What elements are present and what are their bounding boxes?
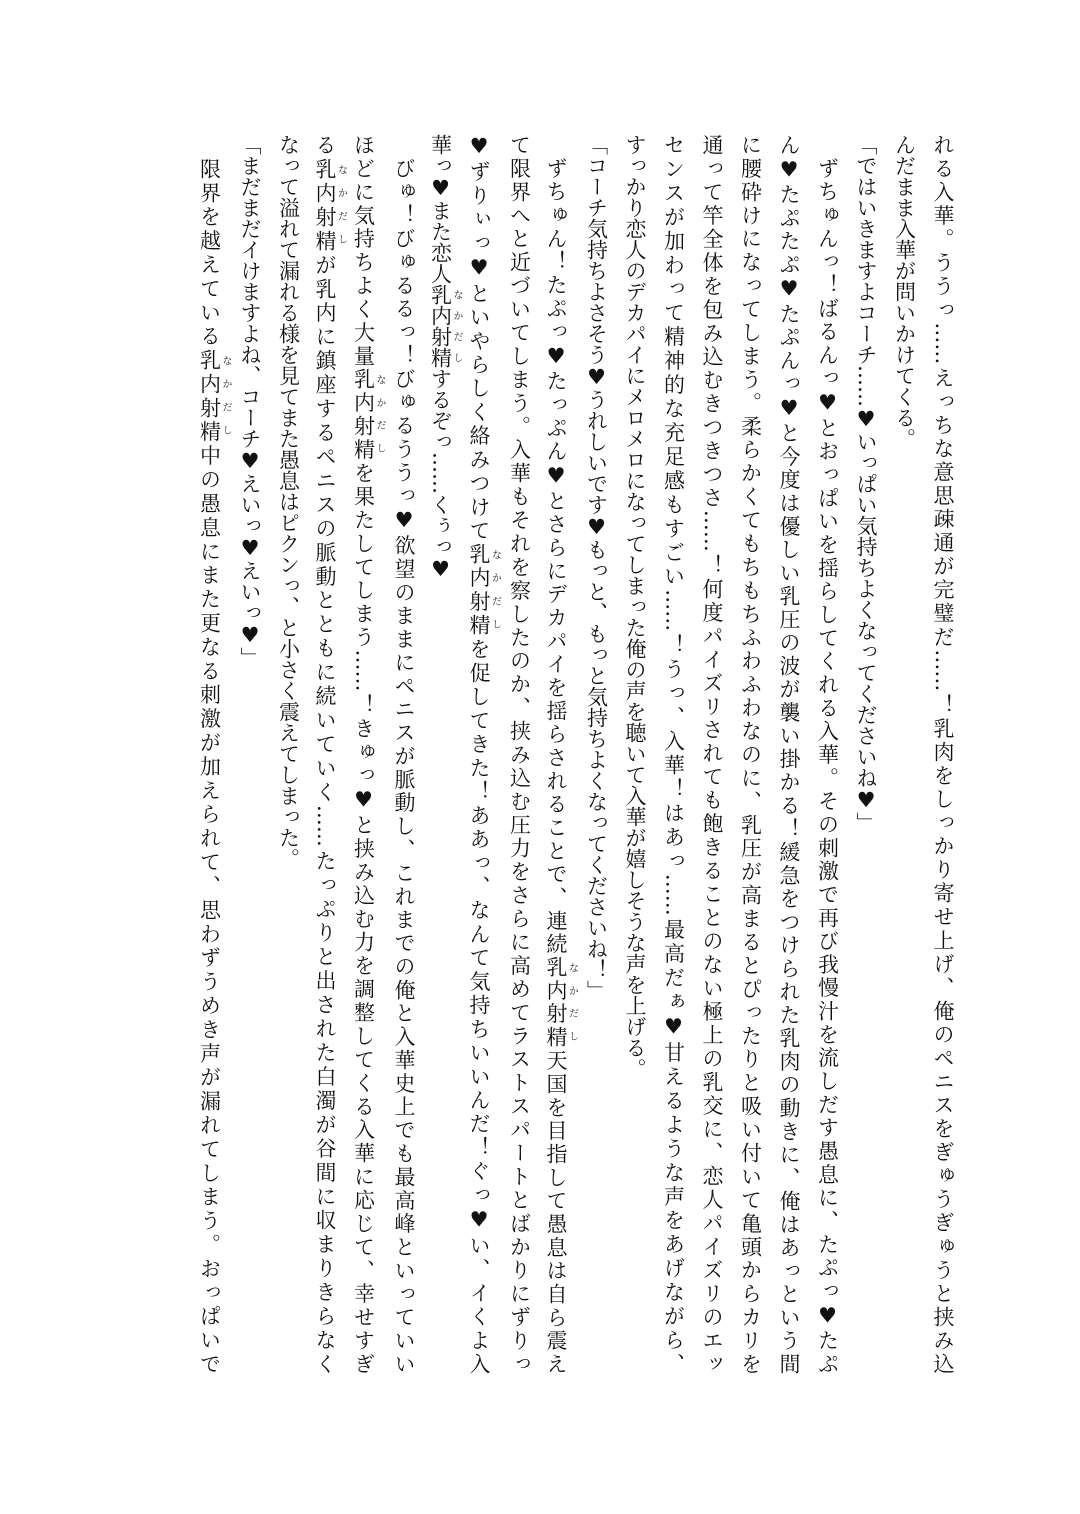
text-column	[808, 134, 847, 1374]
text-column	[539, 134, 578, 1374]
ruby-base: 乳内射精	[428, 284, 453, 368]
text-column	[577, 134, 616, 1374]
text-column	[346, 134, 385, 1374]
text-run: 天国を目指して愚息は自ら震え	[544, 1049, 568, 1375]
text-run: センスが加わって精神的な充足感もすごい……！うっ、入華！はあっ……最高だぁ♥甘えるような声をあげながら、	[661, 134, 686, 1374]
ruby-base: 乳内射精	[197, 349, 222, 445]
ruby-base: 乳内射精	[313, 157, 337, 254]
text-run: するぞっ……くぅっ♥	[428, 368, 453, 581]
ruby-reading: なかだし	[451, 284, 462, 368]
text-column	[616, 134, 655, 1374]
text-run: ♥ずりぃっ♥といやらしく絡みつけて	[467, 134, 491, 544]
ruby-base: 乳内射精	[351, 368, 376, 463]
text-column	[924, 134, 963, 1374]
ruby-reading: なかだし	[566, 956, 578, 1048]
text-column	[693, 134, 732, 1374]
text-run: 通って竿全体を包み込むきつきつさ……！何度パイズリされても飽きることのない極上の乳交に、恋人パイズリのエッ	[700, 134, 724, 1374]
text-run: 「まだまだイけますよね、コーチ♥えいっ♥えいっ♥」	[238, 134, 262, 668]
text-column	[770, 134, 809, 1374]
text-run: が乳内に鎮座するペニスの脈動とともに続いていく……たっぷりと出された白濁が谷間に収まりきらなく	[313, 253, 337, 1375]
ruby-annotated-word	[313, 157, 347, 254]
text-run: 「コーチ気持ちよさそう♥うれしいです♥もっと、もっと気持ちよくなってくださいね！」	[584, 134, 609, 1001]
text-column	[423, 134, 462, 1374]
ruby-annotated-word	[544, 956, 578, 1050]
text-run: なって溢れて漏れる様を見てまた愚息はピクンっ、と小さく震えてしまった。	[276, 134, 301, 869]
text-run: びゅ！びゅるるっ！びゅるううっ♥欲望のままにペニスが脈動し、これまでの俺と入華史上でも最高峰といっていい	[392, 134, 416, 1375]
ruby-reading: なかだし	[335, 157, 347, 251]
text-run: る	[313, 134, 337, 158]
text-column	[500, 134, 539, 1374]
vertical-text-body	[191, 134, 962, 1374]
ruby-base: 乳内射精	[544, 956, 568, 1050]
text-column	[885, 134, 924, 1374]
text-column	[654, 134, 693, 1374]
text-run: を促してきた！ああっ、なんて気持ちいいんだ！ぐっ♥い、イくよ入	[467, 638, 491, 1375]
text-run: ずちゅんっ！ばるんっ♥とおっぱいを揺らしてくれる入華。その刺激で再び我慢汁を流しだす愚息に、たぷっ♥たぷ	[815, 134, 840, 1374]
ruby-annotated-word	[197, 349, 231, 445]
ruby-annotated-word	[467, 543, 501, 639]
text-run: ほどに気持ちよく大量	[351, 134, 376, 369]
text-run: んだまま入華が問いかけてくる。	[892, 134, 917, 449]
text-column	[462, 134, 501, 1374]
text-column	[192, 134, 231, 1374]
text-run: ん♥たぷたぷ♥たぷんっ♥と今度は優しい乳圧の波が襲い掛かる！緩急をつけられた乳肉の動きに、俺はあっという間	[777, 134, 801, 1375]
text-column	[231, 134, 270, 1374]
text-column	[385, 134, 424, 1374]
ruby-reading: なかだし	[220, 349, 231, 442]
text-run: 中の愚息にまた更なる刺激が加えられて、思わずうめき声が漏れてしまう。おっぱいで	[197, 444, 222, 1375]
text-run: 華っ♥また恋人	[428, 134, 453, 284]
text-run: に腰砕けになってしまう。柔らかくてもちもちふわふわなのに、乳圧が高まるとぴったりと吸い付いて亀頭からカリを	[738, 134, 763, 1375]
text-column	[269, 134, 308, 1374]
text-run: れる入華。ううっ……えっちな意思疎通が完璧だ……！乳肉をしっかり寄せ上げ、俺のペニスをぎゅうぎゅうと挟み込	[931, 134, 955, 1374]
text-column	[847, 134, 886, 1374]
text-run: を果たしてしまう……！きゅっ♥と挟み込む力を調整してくる入華に応じて、幸せすぎ	[351, 462, 376, 1375]
text-run: 限界を越えている	[197, 134, 222, 350]
ruby-reading: なかだし	[374, 368, 385, 460]
text-run: すっかり恋人のデカパイにメロメロになってしまった俺の声を聴いて入華が嬉しそうな声を上げる。	[623, 134, 647, 1079]
text-column	[731, 134, 770, 1374]
text-run: ずちゅん！たぷっ♥たっぷん♥とさらにデカパイを揺らされることで、連続	[544, 134, 568, 957]
text-run: て限界へと近づいてしまう。入華もそれを察したのか、挟み込む圧力をさらに高めてラストスパートとばかりにずりっ	[507, 134, 532, 1374]
ruby-annotated-word	[351, 368, 385, 463]
text-column	[308, 134, 347, 1374]
ruby-base: 乳内射精	[467, 543, 491, 639]
ruby-reading: なかだし	[489, 543, 501, 636]
ruby-annotated-word	[428, 284, 462, 368]
text-run: 「ではいきますよコーチ……♥いっぱい気持ちよくなってくださいね♥」	[854, 134, 878, 833]
